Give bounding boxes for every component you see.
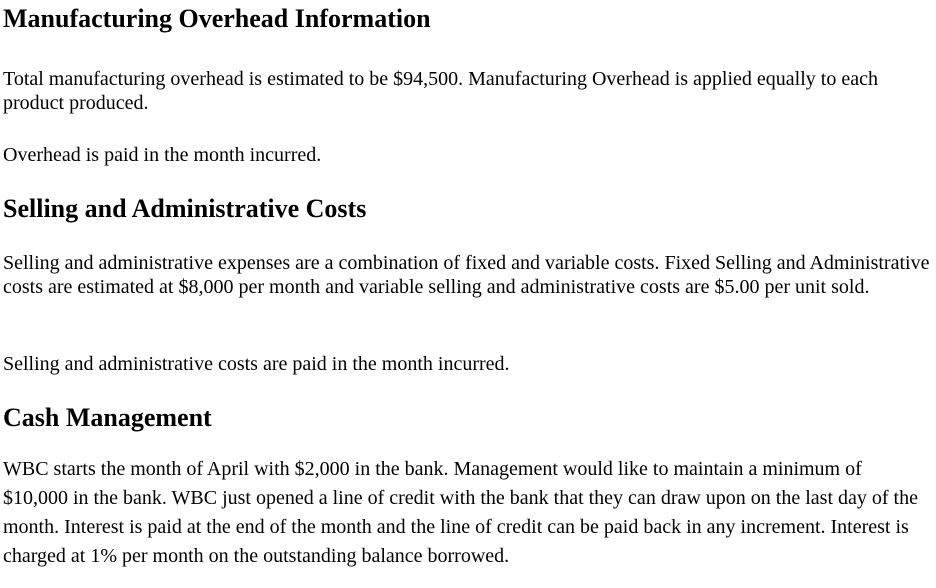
- paragraph-overhead-estimate: Total manufacturing overhead is estimated to be $94,500. Manufacturing Overhead is applied equally to each product produced.: [3, 68, 878, 114]
- paragraph-selling-admin-expenses: Selling and administrative expenses are a combination of fixed and variable costs. Fixed Selling and Administrative costs are estimated at $8,000 per month and variable selling and administrative costs are $5.00 per unit sold.: [3, 252, 930, 298]
- heading-cash-management: Cash Management: [3, 403, 212, 432]
- heading-selling-admin-costs: Selling and Administrative Costs: [3, 194, 367, 223]
- heading-manufacturing-overhead: Manufacturing Overhead Information: [3, 4, 431, 33]
- paragraph-cash-management: WBC starts the month of April with $2,000 in the bank. Management would like to maintain a minimum of $10,000 in the bank. WBC just opened a line of credit with the bank that they can draw upon on the last day of the month. Interest is paid at the end of the month and the line of credit can be paid back in any increment. Interest is charged at 1% per month on the outstanding balance borrowed.: [3, 458, 918, 567]
- paragraph-overhead-payment: Overhead is paid in the month incurred.: [3, 144, 322, 166]
- paragraph-selling-admin-payment: Selling and administrative costs are paid in the month incurred.: [3, 353, 510, 375]
